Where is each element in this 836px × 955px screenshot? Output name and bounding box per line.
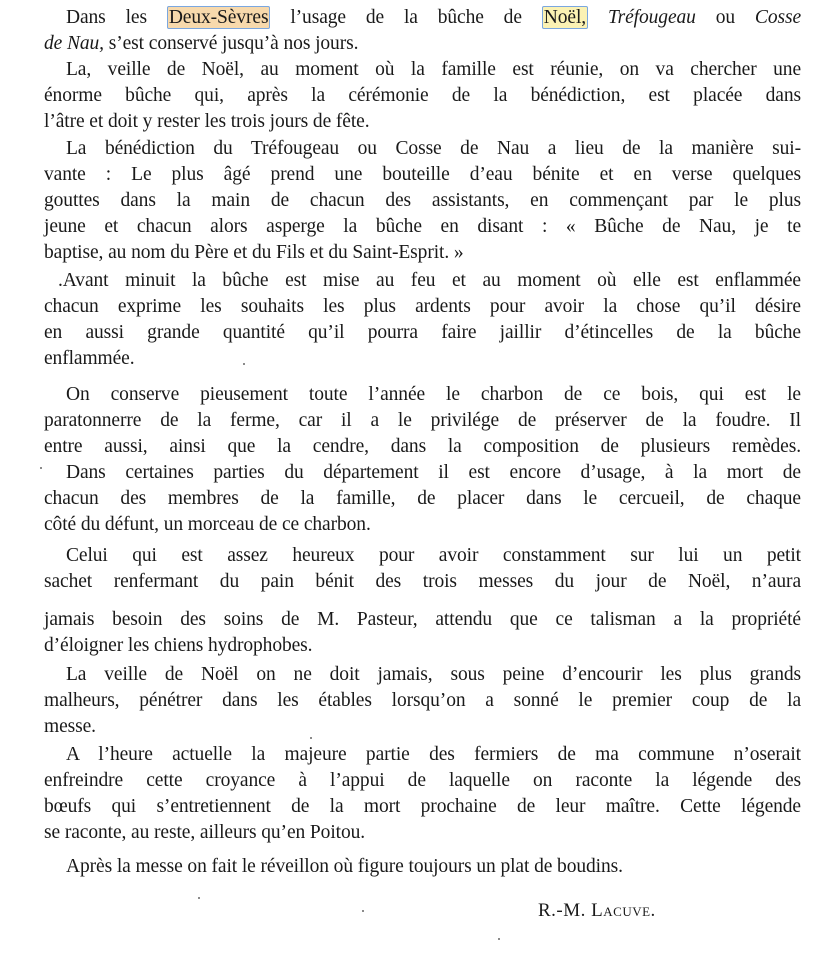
text-fragment: l’usage de la bûche de — [270, 7, 542, 28]
text-line: La, veille de Noël, au moment où la famille est réunie, on va chercher une — [66, 59, 801, 80]
signature-surname: Lacuve. — [591, 900, 656, 921]
text-line: se raconte, au reste, ailleurs qu’en Poitou. — [44, 822, 366, 843]
italic-term: Tréfougeau — [607, 7, 696, 28]
text-line: d’éloigner les chiens hydrophobes. — [44, 635, 313, 656]
text-line: paratonnerre de la ferme, car il a le privilége de préserver de la foudre. Il — [44, 410, 801, 431]
text-line: La veille de Noël on ne doit jamais, sous peine d’encourir les plus grands — [66, 664, 801, 685]
text-line: enfreindre cette croyance à l’appui de laquelle on raconte la légende des — [44, 770, 801, 791]
text-line: baptise, au nom du Père et du Fils et du Saint-Esprit. » — [44, 242, 464, 263]
text-line: l’âtre et doit y rester les trois jours de fête. — [44, 111, 370, 132]
signature-initials: R.-M. — [538, 900, 592, 921]
text-line: .Avant minuit la bûche est mise au feu et au moment où elle est enflammée — [58, 270, 801, 291]
highlight-noel[interactable]: Noël, — [543, 7, 587, 28]
text-line: en aussi grande quantité qu’il pourra faire jaillir d’étincelles de la bûche — [44, 322, 801, 343]
scan-speck — [498, 938, 500, 940]
text-line: malheurs, pénétrer dans les étables lorsqu’on a sonné le premier coup de la — [44, 690, 801, 711]
scan-speck — [40, 467, 42, 469]
text-line: enflammée. — [44, 348, 135, 369]
text-line: jeune et chacun alors asperge la bûche en disant : « Bûche de Nau, je te — [44, 216, 801, 237]
text-line: côté du défunt, un morceau de ce charbon. — [44, 514, 371, 535]
highlight-deux-sevres[interactable]: Deux-Sèvres — [168, 7, 269, 28]
text-line — [44, 31, 801, 57]
text-line: entre aussi, ainsi que la cendre, dans la composition de plusieurs remèdes. — [44, 436, 801, 457]
text-line: chacun exprime les souhaits les plus ardents pour avoir la chose qu’il désire — [44, 296, 801, 317]
italic-term: Cosse — [754, 7, 801, 28]
text-line: messe. — [44, 716, 96, 737]
text-line: chacun des membres de la famille, de placer dans le cercueil, de chaque — [44, 488, 801, 509]
text-line: Après la messe on fait le réveillon où figure toujours un plat de boudins. — [66, 856, 623, 877]
text-line: énorme bûche qui, après la cérémonie de la bénédiction, est placée dans — [44, 85, 801, 106]
text-line: vante : Le plus âgé prend une bouteille d’eau bénite et en verse quelques — [44, 164, 801, 185]
text-line: Celui qui est assez heureux pour avoir constamment sur lui un petit — [66, 545, 801, 566]
text-fragment: ou — [695, 7, 755, 28]
scan-speck — [310, 737, 312, 739]
text-line: A l’heure actuelle la majeure partie des fermiers de ma commune n’oserait — [66, 744, 801, 765]
scan-speck — [362, 910, 364, 912]
text-fragment — [588, 7, 608, 28]
text-line: gouttes dans la main de chacun des assistants, en commençant par le plus — [44, 190, 801, 211]
scan-speck — [198, 897, 200, 899]
italic-term: de Nau, — [44, 33, 104, 54]
text-line — [66, 5, 801, 31]
signature — [538, 900, 656, 922]
text-fragment: s’est conservé jusqu’à nos jours. — [103, 33, 359, 54]
text-line: sachet renfermant du pain bénit des trois messes du jour de Noël, n’aura — [44, 571, 801, 592]
text-line: Dans certaines parties du département il est encore d’usage, à la mort de — [66, 462, 801, 483]
text-line: La bénédiction du Tréfougeau ou Cosse de Nau a lieu de la manière sui- — [66, 138, 801, 159]
text-fragment: Dans les — [66, 7, 167, 28]
text-line: bœufs qui s’entretiennent de la mort prochaine de leur maître. Cette légende — [44, 796, 801, 817]
text-line: jamais besoin des soins de M. Pasteur, attendu que ce talisman a la propriété — [44, 609, 801, 630]
text-line: On conserve pieusement toute l’année le charbon de ce bois, qui est le — [66, 384, 801, 405]
scan-speck — [243, 363, 245, 365]
